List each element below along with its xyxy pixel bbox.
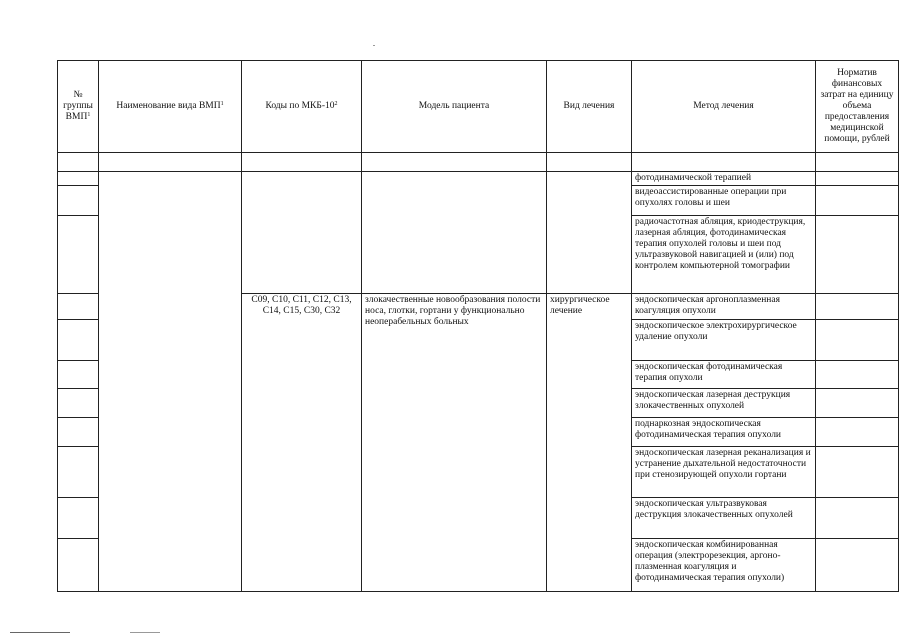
method-cell: фотодинамической терапией	[632, 172, 816, 186]
vmp-table	[57, 60, 899, 592]
header-group-no: № группы ВМП$^1$	[58, 61, 99, 153]
method-cell: эндоскопическая лазерная реканализация и устранение дыхательной недостаточности при стенозирующей опухоли гортани	[632, 447, 816, 498]
empty-spacer-row	[58, 153, 899, 172]
footnote-rule-fragment	[130, 632, 160, 633]
method-cell: эндоскопическая ультразвуковая деструкция злокачественных опухолей	[632, 498, 816, 539]
method-cell: эндоскопическое электрохирургическое удаление опухоли	[632, 320, 816, 361]
treatment-type-cell-prev	[547, 172, 632, 294]
patient-model-cell-prev	[362, 172, 547, 294]
table-row	[58, 172, 899, 186]
header-treatment-type: Вид лечения	[547, 61, 632, 153]
method-cell: видеоассистированные операции при опухолях головы и шеи	[632, 186, 816, 216]
codes-cell-prev	[242, 172, 362, 294]
header-row	[58, 61, 899, 153]
codes-cell: C09, C10, C11, C12, C13, C14, C15, C30, C32	[242, 294, 362, 592]
method-cell: эндоскопическая аргоноплазменная коагуляция опухоли	[632, 294, 816, 320]
method-cell: радиочастотная абляция, криодеструкция, лазерная абляция, фотодинамическая терапия опухолей головы и шеи под ультразвуковой навигацией и (или) под контролем компьютерной томографии	[632, 216, 816, 294]
treatment-type-cell: хирургическое лечение	[547, 294, 632, 592]
header-icd-codes: Коды по МКБ-$10^2$	[242, 61, 362, 153]
method-cell: эндоскопическая лазерная деструкция злокачественных опухолей	[632, 389, 816, 418]
header-cost-norm: Норматив финансовых затрат на единицу объема предоставления медицинской помощи, рублей	[816, 61, 899, 153]
header-treatment-method: Метод лечения	[632, 61, 816, 153]
header-patient-model: Модель пациента	[362, 61, 547, 153]
vmp-name-cell	[99, 172, 242, 592]
method-cell: поднаркозная эндоскопическая фотодинамическая терапия опухоли	[632, 418, 816, 447]
scan-speck	[373, 45, 375, 46]
method-cell: эндоскопическая фотодинамическая терапия опухоли	[632, 361, 816, 389]
header-vmp-name: Наименование вида ВМП$^1$	[99, 61, 242, 153]
method-cell: эндоскопическая комбинированная операция (электрорезекция, аргоно-плазменная коагуляция и фотодинамическая терапия опухоли)	[632, 539, 816, 592]
patient-model-cell: злокачественные новообразования полости носа, глотки, гортани у функционально неоперабельных больных	[362, 294, 547, 592]
footnote-rule	[10, 632, 70, 633]
